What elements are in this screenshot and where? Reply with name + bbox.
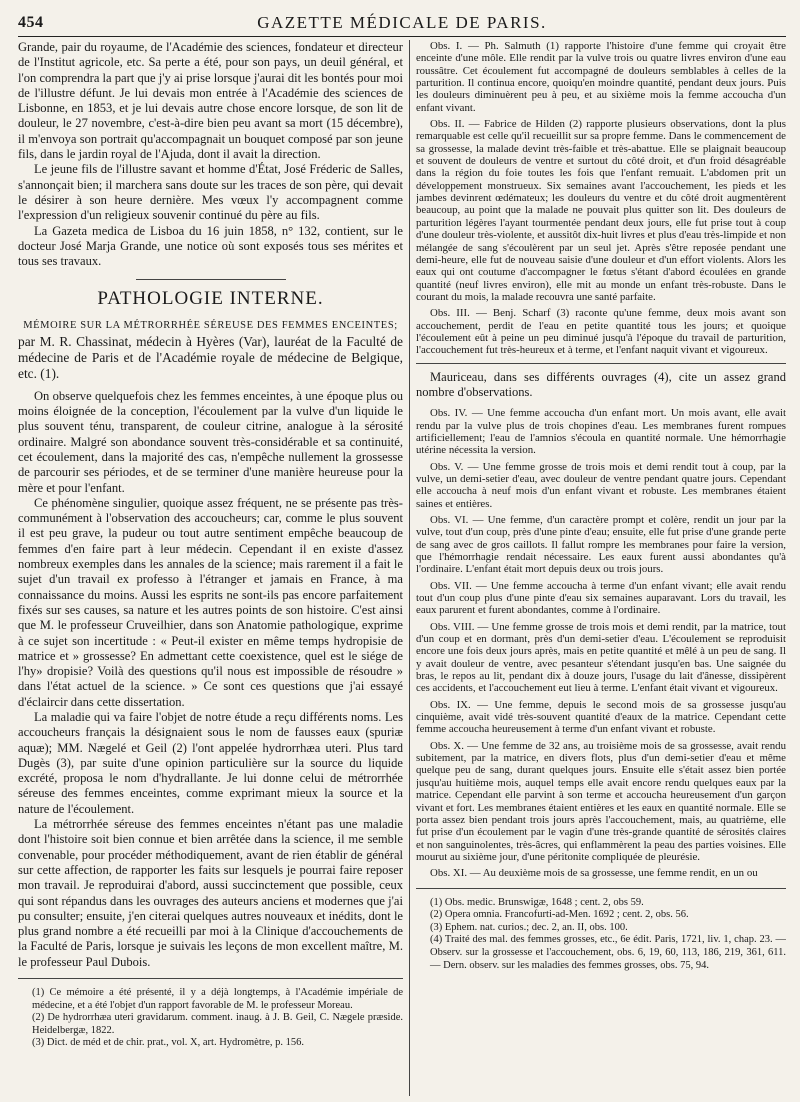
columns: [18, 40, 786, 1096]
page-header: [18, 10, 786, 37]
page-number: 454: [18, 14, 44, 31]
footnote: (3) Dict. de méd et de chir. prat., vol. X, art. Hydromètre, p. 156.: [32, 1037, 305, 1049]
observation: Obs. XI. — Au deuxième mois de sa grossesse, une femme rendit, en un ou: [430, 867, 758, 880]
body-paragraph: La maladie qui va faire l'objet de notre étude a reçu différents noms. Les accoucheurs français la désignaient sous le nom de fausses eaux (spuriæ aquæ); MM. Nægelé et Geil (2) l'ont appelée hydrorrhæa uteri. Plus tard Dugès (3), par suite d'une opinion particulière sur la source du liquide excrété, proposa le nom d'hydrallante. Je lui donne celui de métrorrhée séreuse des femmes enceintes, comme exprimant mieux la source et la nature de l'écoulement.: [18, 709, 403, 816]
observation: Obs. VII. — Une femme accoucha à terme d'un enfant vivant; elle avait rendu tout d'un coup plus d'une pinte d'eau six semaines auparavant. Lors du travail, les eaux parurent et furent abondantes, comme à l'ordinaire.: [416, 579, 786, 617]
newspaper-page: [18, 10, 786, 1096]
journal-title: GAZETTE MÉDICALE DE PARIS.: [257, 13, 547, 32]
right-footnotes: [416, 888, 786, 973]
footnote: (1) Obs. medic. Brunswigæ, 1648 ; cent. 2, obs 59.: [430, 896, 644, 908]
observation: Obs. II. — Fabrice de Hilden (2) rapporte plusieurs observations, dont la plus remarquable est celle qu'il recueillit sur sa propre femme. Dans le commencement de sa grossesse, la malade devint très-faible et très-abattue. Elle se plaignait beaucoup et souvent de douleurs de ventre et surtout du côté droit, et d'un froid désagréable dans la région du foie toutes les fois que l'enfant remuait. L'abdomen prit un développement monstrueux. Six semaines avant l'accouchement, les pieds et les jambes devinrent œdémateux; les douleurs du ventre et du côté droit augmentèrent beaucoup, au point que la malade ne pouvait plus quitter son lit. Des douleurs de parturition légères l'ayant tourmentée pendant deux jours, elle fut prise tout à coup d'une douleur très-violente, et aussitôt dix-huit livres et plus d'eau très-limpide et non mélangée de sang s'écoulèrent par un seul jet. Après s'être reposée pendant une demi-heure, elle fut de nouveau saisie d'une douleur et d'un effort violents. Alors les eaux qui ont coutume d'accompagner le fœtus s'étant d'abord écoulées en grande quantité (neuf livres environ), elle mit au monde un enfant très-robuste. Dans le courant du mois, la malade recouvra une santé parfaite.: [416, 118, 786, 303]
footnote: (3) Ephem. nat. curios.; dec. 2, an. II, obs. 100.: [430, 921, 628, 933]
body-paragraph: La métrorrhée séreuse des femmes enceintes n'étant pas une maladie dont l'histoire soit bien connue et bien arrêtée dans la science, il me semble convenable, pour procéder méthodiquement, avant de rien établir de général sur cette affection, de rapporter les faits sur lesquels je pourrai faire reposer mon travail. Je reproduirai d'abord, aussi succinctement que possible, ceux qui sont répandus dans les ouvrages des auteurs anciens et modernes que j'ai pu consulter; ensuite, j'en citerai quelques autres nouveaux et inédits, dont le plus grand nombre a été recueilli par moi à la Clinique d'accouchements de la Faculté de Paris, lorsque je suivais les leçons de mon excellent maître, M. le professeur Paul Dubois.: [18, 817, 403, 969]
right-column: [416, 40, 786, 1096]
footnote: (2) Opera omnia. Francofurti-ad-Men. 1692 ; cent. 2, obs. 56.: [430, 909, 689, 921]
observation: Obs. X. — Une femme de 32 ans, au troisième mois de sa grossesse, avait rendu subitement, par la matrice, en divers flots, plus d'un demi-setier d'eau et même quelque peu de sang, durant quelques jours. Ensuite elle s'était assez bien portée jusqu'au huitième mois, auquel temps elle avait encore rendu quelques eaux par la matrice. Cependant elle parvint à son terme et accoucha heureusement d'un garçon vivant et fort. Les membranes étaient entières et les eaux en quantité normale. Elle se porta assez bien pendant trois jours après l'accouchement, mais, au quatrième, elle fut prise d'un écoulement par le vagin d'une très-grande quantité de sérosités claires et non sanguinolentes, très-âcres, qui enflammèrent la peau des parties voisines. Elle mourut au sixième jour, d'une péritonite compliquée de pleurésie.: [416, 739, 786, 863]
observation: Obs. VIII. — Une femme grosse de trois mois et demi rendit, par la matrice, tout d'un coup et en dormant, près d'un demi-setier d'eau. L'écoulement se reproduisit encore une fois deux jours après, mais en petite quantité et mêlé à un peu de sang. Il y avait douleur de ventre, avec pesanteur s'étendant jusqu'en bas. Une saignée du bras, le repos au lit, pendant dix à douze jours, l'usage du lait d'ânesse, dissipèrent ces accidents, et l'accouchement eut lieu à terme. L'enfant était vivant et vigoureux.: [416, 620, 786, 695]
mauriceau-paragraph: Mauriceau, dans ses différents ouvrages (4), cite un assez grand nombre d'observations.: [416, 369, 786, 399]
body-paragraph: Ce phénomène singulier, quoique assez fréquent, ne se présente pas très-communément à l'observation des accoucheurs; car, comme le plus souvent il est peu grave, la pudeur ou tout autre sentiment empêche beaucoup de femmes d'en faire part à leur médecin. Cependant il en existe d'assez nombreux exemples dans les annales de la science; mais rarement il a fait le sujet d'un travail ex professo à l'étranger et jamais en France, à ma connaissance du moins. Aussi les esprits ne sont-ils pas encore parfaitement fixés sur ses causes, sa nature et les autres points de son histoire. C'est ainsi que M. le professeur Cruveilhier, dans son Anatomie pathologique, exprime à ce sujet son incertitude : « Peut-il exister en même temps hydropisie de matrice et » grossesse? En admettant cette coexistence, quel est le siége de l'hy» dropisie? Voilà des questions qu'il nous est impossible de résoudre » dans l'état actuel de la science. » Ce sont ces questions que j'ai essayé d'éclaircir dans cette dissertation.: [18, 495, 403, 709]
obituary-paragraph: Grande, pair du royaume, de l'Académie des sciences, fondateur et directeur de l'Institut agricole, etc. Sa perte a été, pour son pays, un deuil général, et l'on comprendra la part que j'y ai prise lorsque j'aurai dit les bontés pour moi de l'illustre défunt. Je lui devais mon entrée à l'Académie des sciences de Lisbonne, en 1853, et je lui devais autre chose encore lorsque, de son lit de douleur, le 27 novembre, c'est-à-dire bien peu avant sa mort (15 décembre), il m'envoya son portrait qu'accompagnait un bouquet composé par son jeune fils, dans le jardin royal de l'Ajuda, dont il avait la direction.: [18, 40, 403, 162]
footnote: (2) De hydrorrhæa uteri gravidarum. comment. inaug. à J. B. Geil, C. Nægele præside. Heidelbergæ, 1822.: [32, 1012, 403, 1036]
observation: Obs. IV. — Une femme accoucha d'un enfant mort. Un mois avant, elle avait rendu par la vulve plus de trois chopines d'eau. Les membranes furent rompues artificiellement; l'eau de l'amnios s'écoula en quantité normale. Une hémorrhagie utérine nécessita la version.: [416, 407, 786, 457]
obituary-paragraph: La Gazeta medica de Lisboa du 16 juin 1858, n° 132, contient, sur le docteur José Marja Grande, une notice où sont exposés tous ses mérites et tous ses travaux.: [18, 223, 403, 269]
footnote: (4) Traité des mal. des femmes grosses, etc., 6e édit. Paris, 1721, liv. 1, chap. 23. — Observ. sur la grossesse et l'accouchement, obs. 6, 19, 60, 113, 186, 219, 361, 611. — Dern. observ. sur les maladies des femmes grosses, obs. 75, 94.: [430, 934, 786, 971]
observation: Obs. I. — Ph. Salmuth (1) rapporte l'histoire d'une femme qui croyait être enceinte d'une môle. Elle rendit par la vulve trois ou quatre livres environ d'une eau roussâtre. Cet écoulement fut accompagné de douleurs semblables à celles de la parturition. Il continua encore, quoiqu'en moindre quantité, pendant deux jours. Puis les douleurs diminuèrent peu à peu, et au sixième mois la femme accoucha d'un enfant vivant.: [416, 40, 786, 114]
memoir-title: MÉMOIRE SUR LA MÉTRORRHÉE SÉREUSE DES FEMMES ENCEINTES;: [23, 320, 398, 332]
observation: Obs. VI. — Une femme, d'un caractère prompt et colère, rendit un jour par la vulve, tout d'un coup, près d'une pinte d'eau; ensuite, elle fut prise d'une grande perte de sang avec de gros caillots. Il fallut rompre les membranes pour faire la version, que l'hémorrhagie rendait nécessaire. Les eaux furent aussi abondantes qu'à l'ordinaire. L'enfant était mort depuis deux ou trois jours.: [416, 513, 786, 576]
obituary-paragraph: Le jeune fils de l'illustre savant et homme d'État, José Fréderic de Salles, s'annonçait bien; il marchera sans doute sur les traces de son père, qui devait le désirer à son heure dernière. Mes vœux l'y accompagnent comme l'expression d'un religieux souvenir continué du père au fils.: [18, 162, 403, 223]
section-title: PATHOLOGIE INTERNE.: [97, 288, 324, 310]
observation: Obs. III. — Benj. Scharf (3) raconte qu'une femme, deux mois avant son accouchement, perdit de l'eau en petite quantité tous les jours; et quoique l'écoulement eût à peine un peu diminué jusqu'à l'époque du travail de parturition, l'accouchement fut très-heureux et à terme, et l'enfant naquit vivant et vigoureux.: [416, 307, 786, 357]
memoir-author: par M. R. Chassinat, médecin à Hyères (Var), lauréat de la Faculté de médecine de Paris et de l'Académie royale de médecine de Belgique, etc. (1).: [18, 333, 403, 381]
rule: [416, 363, 786, 364]
observation: Obs. V. — Une femme grosse de trois mois et demi rendit tout à coup, par la vulve, un demi-setier d'eau, avec douleur de ventre pendant quatre jours. Cependant elle accoucha à neuf mois d'un enfant vivant et robuste. Les membranes étaient saines et entières.: [416, 460, 786, 510]
left-column: [18, 40, 403, 1096]
footnote: (1) Ce mémoire a été présenté, il y a déjà longtemps, à l'Académie impériale de médecine, et a été l'objet d'un rapport favorable de M. le professeur Moreau.: [32, 987, 403, 1011]
observation: Obs. IX. — Une femme, depuis le second mois de sa grossesse jusqu'au cinquième, avait vidé très-souvent quantité d'eaux de la matrice. Cependant cette femme accoucha heureusement à terme d'un enfant vivant et robuste.: [416, 698, 786, 736]
body-paragraph: On observe quelquefois chez les femmes enceintes, à une époque plus ou moins éloignée de la conception, l'écoulement par la vulve d'un liquide le plus souvent ténu, transparent, de couleur citrine, analogue à la sérosité ordinaire. Malgré son abondance souvent très-considérable et sa continuité, cet écoulement, dans la majorité des cas, n'empêche nullement la grossesse de parcourir ses périodes, et de se terminer d'une manière heureuse pour la mère et pour l'enfant.: [18, 388, 403, 495]
memoir-heading: [18, 318, 403, 381]
section-rule: [136, 279, 286, 280]
left-footnotes: [18, 978, 403, 1050]
